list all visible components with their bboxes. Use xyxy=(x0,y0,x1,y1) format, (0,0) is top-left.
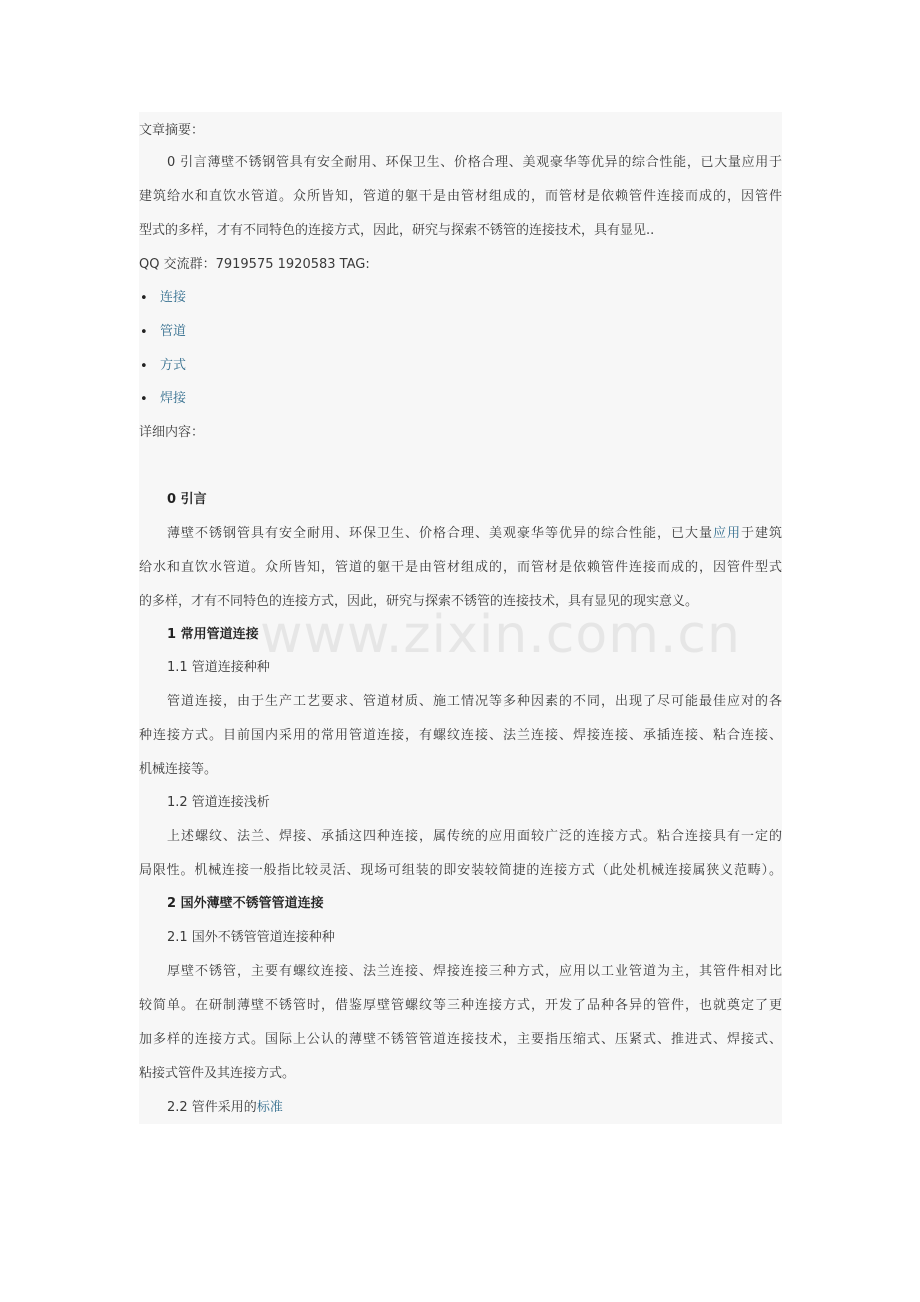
tag-link-3[interactable]: 方式 xyxy=(160,358,187,373)
intro-heading: 0 引言 xyxy=(167,492,207,507)
section-2-1-line-3: 加多样的连接方式。国际上公认的薄壁不锈管管道连接技术，主要指压缩式、压紧式、推进式、焊接式、 xyxy=(139,1032,782,1047)
tag-link-2[interactable]: 管道 xyxy=(160,324,187,339)
abstract-label: 文章摘要： xyxy=(139,123,205,138)
section-2-1-line-1: 厚壁不锈管，主要有螺纹连接、法兰连接、焊接连接三种方式，应用以工业管道为主，其管件相对比 xyxy=(167,964,782,979)
abstract-line-2: 建筑给水和直饮水管道。众所皆知，管道的躯干是由管材组成的，而管材是依赖管件连接而成的，因管件 xyxy=(139,189,782,204)
qq-group-line: QQ 交流群：7919575 1920583 TAG: xyxy=(139,257,370,272)
standard-link[interactable]: 标准 xyxy=(256,1100,283,1115)
section-1-heading: 1 常用管道连接 xyxy=(167,627,259,642)
section-2-1-heading: 2.1 国外不锈管管道连接种种 xyxy=(167,930,335,945)
section-1-2-line-2: 局限性。机械连接一般指比较灵活、现场可组装的即安装较简捷的连接方式（此处机械连接属狭义范畴）。 xyxy=(139,863,782,878)
intro-link[interactable]: 应用 xyxy=(712,526,741,541)
intro-line-1-text: 薄壁不锈钢管具有安全耐用、环保卫生、价格合理、美观豪华等优异的综合性能，已大量 xyxy=(167,526,713,541)
detail-label: 详细内容： xyxy=(139,425,205,440)
section-2-2-heading-text: 2.2 管件采用的 xyxy=(167,1100,257,1115)
watermark: www.zixin.com.cn xyxy=(260,605,741,665)
bullet-icon: • xyxy=(140,392,148,407)
bullet-icon: • xyxy=(140,291,148,306)
section-2-1-line-4: 粘接式管件及其连接方式。 xyxy=(139,1066,296,1081)
intro-line-3: 的多样，才有不同特色的连接方式，因此，研究与探索不锈管的连接技术，具有显见的现实意义。 xyxy=(139,594,699,609)
section-2-2-heading xyxy=(167,1099,283,1117)
section-2-heading: 2 国外薄壁不锈管管道连接 xyxy=(167,896,324,911)
section-1-1-line-2: 种连接方式。目前国内采用的常用管道连接，有螺纹连接、法兰连接、焊接连接、承插连接、粘合连接、 xyxy=(139,728,782,743)
section-1-1-line-1: 管道连接，由于生产工艺要求、管道材质、施工情况等多种因素的不同，出现了尽可能最佳应对的各 xyxy=(167,694,782,709)
section-1-1-line-3: 机械连接等。 xyxy=(139,762,218,777)
intro-line-1-tail: 于建筑 xyxy=(740,526,782,541)
abstract-line-1: 0 引言薄壁不锈钢管具有安全耐用、环保卫生、价格合理、美观豪华等优异的综合性能，已大量应用于 xyxy=(167,155,782,170)
section-2-1-line-2: 较简单。在研制薄壁不锈管时，借鉴厚壁管螺纹等三种连接方式，开发了品种各异的管件，也就奠定了更 xyxy=(139,998,782,1013)
bullet-icon: • xyxy=(140,325,148,340)
tag-link-4[interactable]: 焊接 xyxy=(160,391,187,406)
intro-line-1 xyxy=(167,525,782,543)
intro-line-2: 给水和直饮水管道。众所皆知，管道的躯干是由管材组成的，而管材是依赖管件连接而成的，因管件型式 xyxy=(139,560,782,575)
document-page xyxy=(139,112,782,1124)
section-1-2-line-1: 上述螺纹、法兰、焊接、承插这四种连接，属传统的应用面较广泛的连接方式。粘合连接具有一定的 xyxy=(167,829,782,844)
section-1-1-heading: 1.1 管道连接种种 xyxy=(167,660,270,675)
abstract-line-3: 型式的多样，才有不同特色的连接方式，因此，研究与探索不锈管的连接技术，具有显见.. xyxy=(139,223,655,238)
bullet-icon: • xyxy=(140,359,148,374)
tag-link-1[interactable]: 连接 xyxy=(160,290,187,305)
section-1-2-heading: 1.2 管道连接浅析 xyxy=(167,795,270,810)
